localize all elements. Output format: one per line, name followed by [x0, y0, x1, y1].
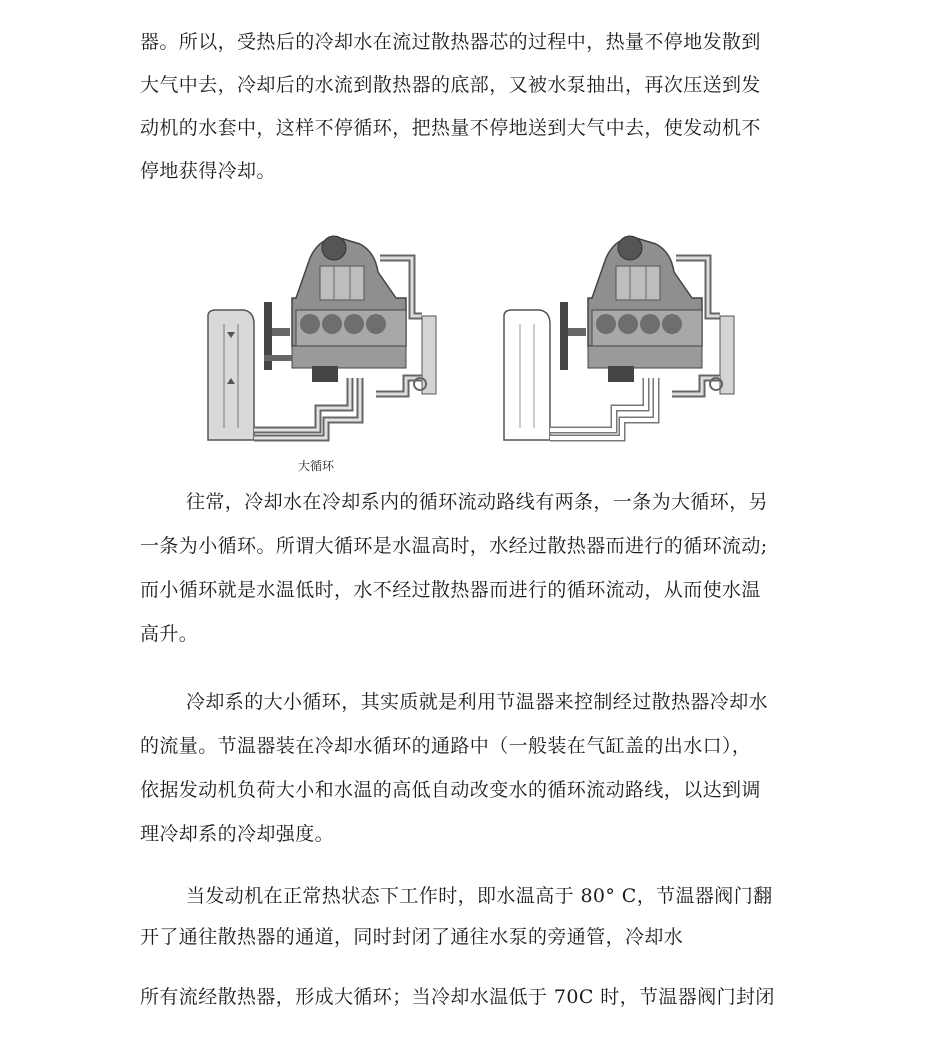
- paragraph2-line-2: 一条为小循环。所谓大循环是水温高时，水经过散热器而进行的循环流动;: [140, 535, 768, 557]
- paragraph4-line-1: 当发动机在正常热状态下工作时，即水温高于 80° C，节温器阀门翻: [186, 885, 773, 907]
- paragraph4-line-3: 所有流经散热器，形成大循环；当冷却水温低于 70C 时，节温器阀门封闭: [140, 986, 775, 1008]
- paragraph1-line-1: 器。所以，受热后的冷却水在流过散热器芯的过程中，热量不停地发散到: [140, 31, 761, 53]
- paragraph3-line-2: 的流量。节温器装在冷却水循环的通路中（一般装在气缸盖的出水口），: [140, 735, 752, 757]
- small-circulation-diagram: [504, 236, 734, 440]
- paragraph3-line-4: 理冷却系的冷却强度。: [140, 823, 335, 845]
- paragraph2-line-3: 而小循环就是水温低时，水不经过散热器而进行的循环流动，从而使水温: [140, 579, 761, 601]
- paragraph1-line-2: 大气中去，冷却后的水流到散热器的底部，又被水泵抽出，再次压送到发: [140, 74, 761, 96]
- large-circulation-diagram: [208, 236, 436, 440]
- paragraph1-line-4: 停地获得冷却。: [140, 160, 276, 182]
- paragraph1-line-3: 动机的水套中，这样不停循环，把热量不停地送到大气中去，使发动机不: [140, 117, 761, 139]
- paragraph4-line-2: 开了通往散热器的通道，同时封闭了通往水泵的旁通管，冷却水: [140, 926, 684, 948]
- paragraph2-line-1: 往常，冷却水在冷却系内的循环流动路线有两条，一条为大循环，另: [186, 491, 769, 513]
- paragraph3-line-1: 冷却系的大小循环，其实质就是利用节温器来控制经过散热器冷却水: [186, 691, 769, 713]
- figure-caption: 大循环: [298, 459, 335, 473]
- paragraph3-line-3: 依据发动机负荷大小和水温的高低自动改变水的循环流动路线，以达到调: [140, 779, 761, 801]
- cooling-circulation-figure: [200, 228, 760, 450]
- paragraph2-line-4: 高升。: [140, 623, 199, 645]
